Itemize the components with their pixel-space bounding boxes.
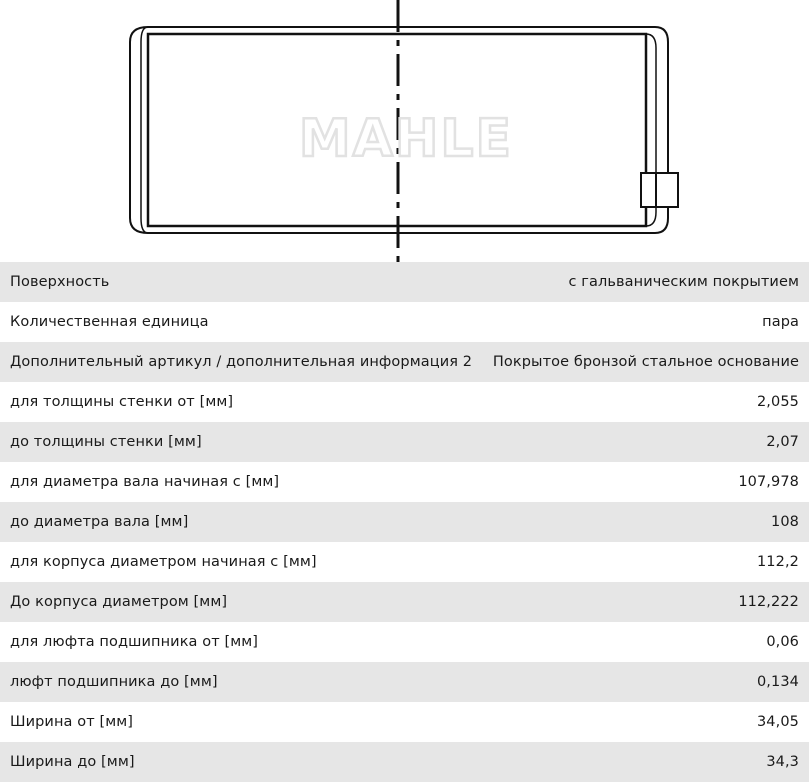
spec-row-housing-diameter-to (0, 582, 809, 622)
spec-row-additional-info (0, 342, 809, 382)
spec-label: для корпуса диаметром начиная с [мм] (10, 554, 317, 570)
spec-label: до толщины стенки [мм] (10, 434, 202, 450)
spec-row-wall-thickness-from (0, 382, 809, 422)
spec-row-width-from (0, 702, 809, 742)
spec-row-bearing-clearance-to (0, 662, 809, 702)
bearing-drawing (0, 0, 809, 262)
spec-label: для толщины стенки от [мм] (10, 394, 234, 410)
spec-label: Поверхность (10, 274, 110, 290)
spec-value: Покрытое бронзой стальное основание (492, 354, 799, 370)
spec-label: Ширина до [мм] (10, 754, 135, 770)
spec-value: 107,978 (738, 474, 799, 490)
spec-row-width-to (0, 742, 809, 782)
spec-label: До корпуса диаметром [мм] (10, 594, 228, 610)
spec-value: пара (762, 314, 799, 330)
spec-value: 34,3 (766, 754, 799, 770)
spec-label: Дополнительный артикул / дополнительная информация 2 (10, 354, 473, 370)
spec-label: люфт подшипника до [мм] (10, 674, 218, 690)
spec-label: до диаметра вала [мм] (10, 514, 189, 530)
spec-row-wall-thickness-to (0, 422, 809, 462)
spec-row-shaft-diameter-from (0, 462, 809, 502)
spec-value: 112,222 (738, 594, 799, 610)
spec-value: с гальваническим покрытием (568, 274, 799, 290)
spec-label: для люфта подшипника от [мм] (10, 634, 259, 650)
spec-value: 108 (771, 514, 799, 530)
spec-row-housing-diameter-from (0, 542, 809, 582)
spec-value: 2,07 (766, 434, 799, 450)
spec-row-bearing-clearance-from (0, 622, 809, 662)
spec-value: 112,2 (756, 554, 799, 570)
spec-value: 34,05 (756, 714, 799, 730)
spec-value: 0,134 (756, 674, 799, 690)
spec-label: для диаметра вала начиная с [мм] (10, 474, 280, 490)
spec-value: 2,055 (756, 394, 799, 410)
bearing-shell-diagram (0, 0, 809, 262)
spec-value: 0,06 (766, 634, 799, 650)
spec-label: Ширина от [мм] (10, 714, 134, 730)
spec-row-quantity-unit (0, 302, 809, 342)
spec-label: Количественная единица (10, 314, 209, 330)
spec-table (0, 262, 809, 782)
spec-row-surface (0, 262, 809, 302)
mahle-watermark: MAHLE (298, 109, 514, 169)
spec-row-shaft-diameter-to (0, 502, 809, 542)
